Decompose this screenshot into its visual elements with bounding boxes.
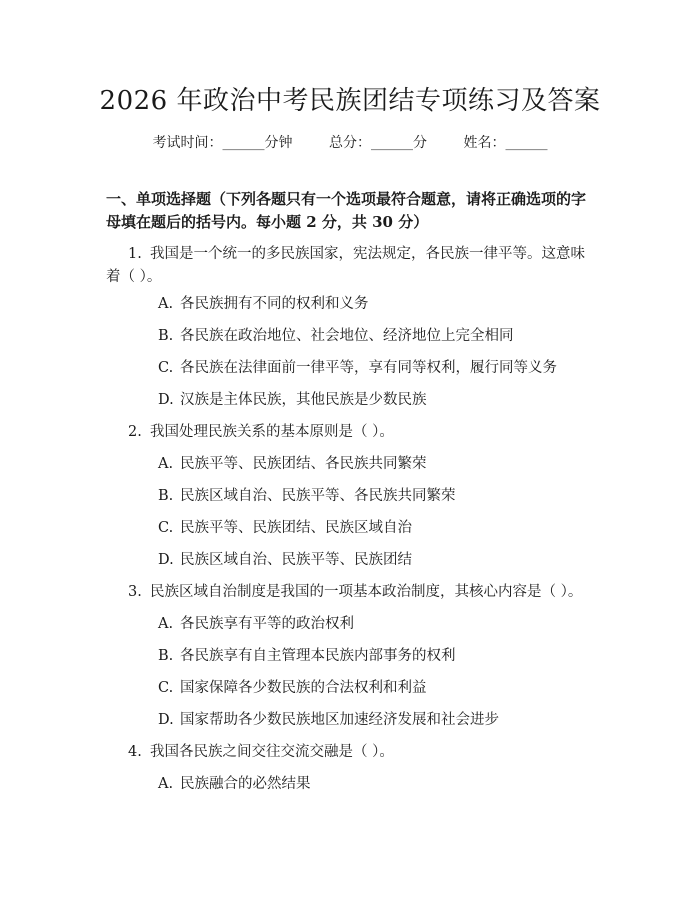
option-text: 各民族在政治地位、社会地位、经济地位上完全相同 [180,328,514,344]
option-letter: B. [158,648,174,664]
option-text: 民族区域自治、民族平等、民族团结 [180,552,412,568]
option-text: 国家帮助各少数民族地区加速经济发展和社会进步 [180,712,499,728]
question-text: 我国处理民族关系的基本原则是（ ）。 [150,424,394,440]
question-text: 我国是一个统一的多民族国家，宪法规定，各民族一律平等。这意味着（ ）。 [106,246,585,285]
option-letter: A. [158,616,174,632]
option-1c [158,357,598,380]
option-letter: B. [158,328,174,344]
question-3 [106,581,596,604]
question-2 [106,421,596,444]
option-text: 民族平等、民族团结、民族区域自治 [180,520,412,536]
option-text: 国家保障各少数民族的合法权利和利益 [180,680,427,696]
option-letter: C. [158,360,174,376]
option-letter: A. [158,296,174,312]
option-3d [158,709,598,732]
exam-time: 考试时间：______分钟 [152,135,293,151]
question-4 [106,741,596,764]
exam-score: 总分：______分 [329,135,427,151]
option-2b [158,485,598,508]
option-text: 民族平等、民族团结、各民族共同繁荣 [180,456,427,472]
option-letter: A. [158,456,174,472]
option-4a [158,773,598,796]
option-letter: C. [158,680,174,696]
option-text: 民族融合的必然结果 [180,776,311,792]
option-text: 各民族享有平等的政治权利 [180,616,354,632]
option-3b [158,645,598,668]
option-letter: C. [158,520,174,536]
option-text: 民族区域自治、民族平等、各民族共同繁荣 [180,488,456,504]
question-number: 1. [128,246,142,262]
option-2a [158,453,598,476]
option-letter: A. [158,776,174,792]
option-1b [158,325,598,348]
section-heading: 一、单项选择题（下列各题只有一个选项最符合题意，请将正确选项的字母填在题后的括号内。每小题 2 分，共 30 分） [106,190,587,231]
option-2d [158,549,598,572]
question-1 [106,243,596,289]
question-number: 2. [128,424,142,440]
option-text: 各民族享有自主管理本民族内部事务的权利 [180,648,456,664]
option-text: 汉族是主体民族，其他民族是少数民族 [180,392,427,408]
exam-name: 姓名：______ [463,135,548,151]
option-letter: D. [158,392,174,408]
option-text: 各民族在法律面前一律平等，享有同等权利，履行同等义务 [180,360,557,376]
question-text: 民族区域自治制度是我国的一项基本政治制度，其核心内容是（ ）。 [150,584,583,600]
question-number: 3. [128,584,142,600]
question-number: 4. [128,744,142,760]
option-2c [158,517,598,540]
option-letter: D. [158,712,174,728]
option-1a [158,293,598,316]
page-title: 2026 年政治中考民族团结专项练习及答案 [99,86,601,116]
option-3a [158,613,598,636]
question-text: 我国各民族之间交往交流交融是（ ）。 [150,744,394,760]
option-letter: B. [158,488,174,504]
exam-meta [0,132,700,152]
option-letter: D. [158,552,174,568]
option-3c [158,677,598,700]
option-1d [158,389,598,412]
option-text: 各民族拥有不同的权利和义务 [180,296,369,312]
